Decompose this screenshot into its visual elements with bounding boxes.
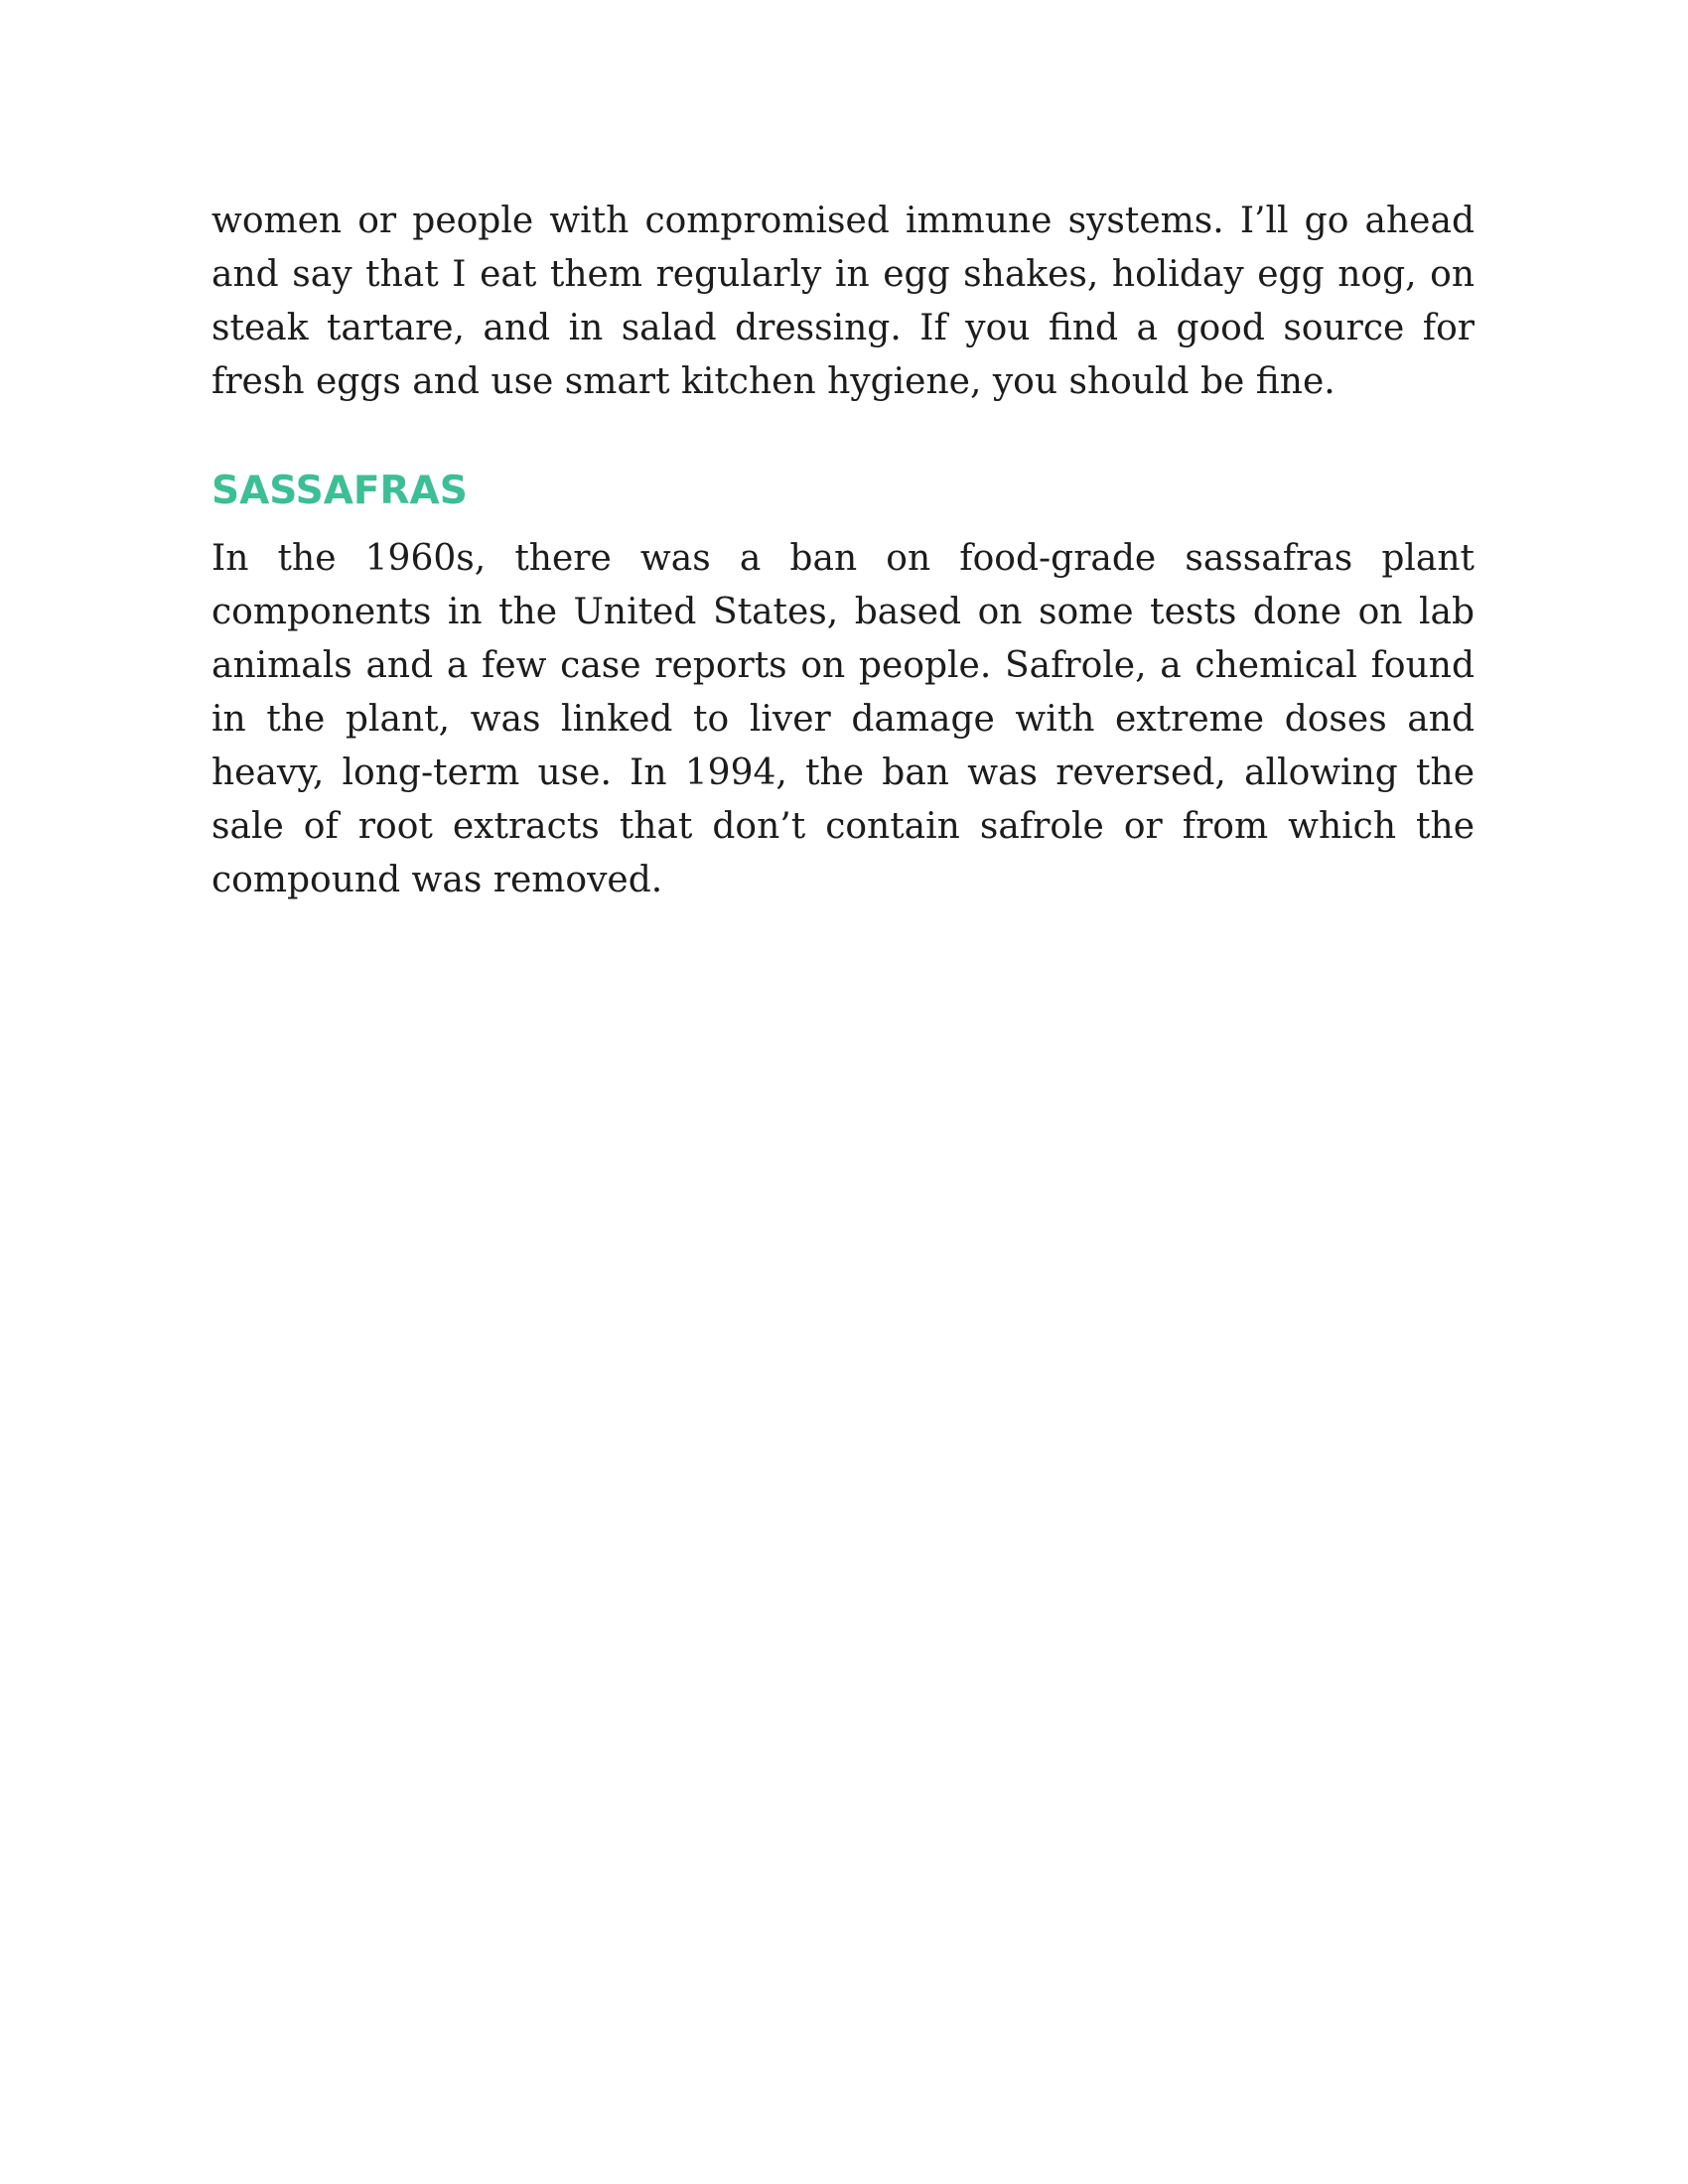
section-heading-sassafras: SASSAFRAS (211, 469, 468, 513)
text-column (211, 195, 1475, 907)
spacer (211, 409, 1475, 465)
intro-paragraph: women or people with compromised immune systems. I’ll go ahead and say that I eat them regularly in egg shakes, holiday egg nog, on steak tartare, and in salad dressing. If you find a good source for fresh eggs and use smart kitchen hygiene, you should be fine. (211, 201, 1475, 402)
spacer (211, 518, 1475, 532)
sassafras-paragraph: In the 1960s, there was a ban on food-grade sassafras plant components in the United States, based on some tests done on lab animals and a few case reports on people. Safrole, a chemical found in the plant, was linked to liver damage with extreme doses and heavy, long-term use. In 1994, the ban was reversed, allowing the sale of root extracts that don’t contain safrole or from which the compound was removed. (211, 538, 1475, 900)
